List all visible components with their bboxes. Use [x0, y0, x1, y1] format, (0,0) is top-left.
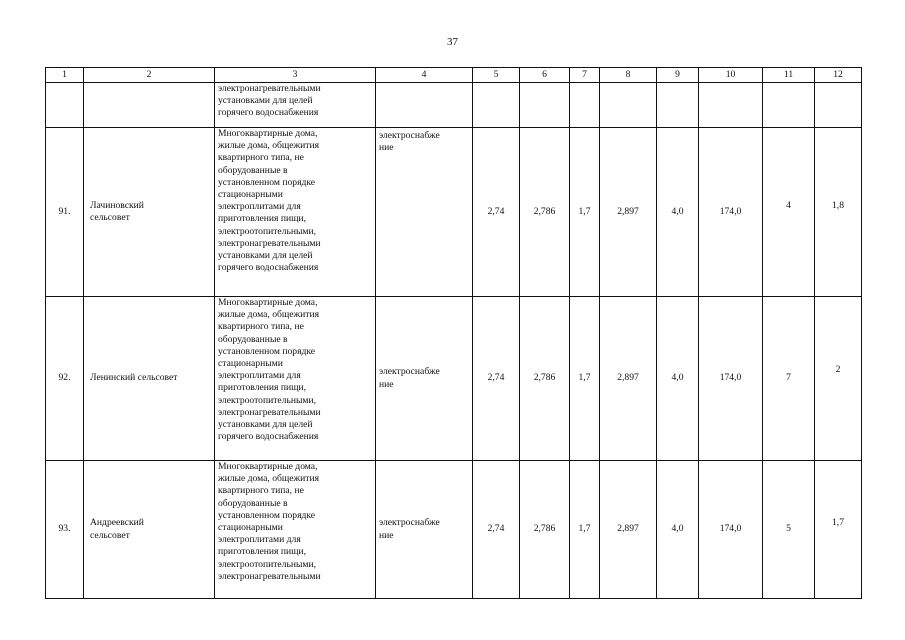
cell-name-text: Ленинский сельсовет	[90, 372, 178, 384]
cell-col11	[763, 128, 815, 297]
table-row	[46, 297, 862, 461]
cell-empty	[763, 83, 815, 128]
header-cell: 4	[376, 68, 473, 83]
cell-empty	[520, 83, 570, 128]
cell-col12	[815, 461, 862, 599]
cell-col10: 174,0	[699, 128, 763, 297]
cell-col8: 2,897	[600, 128, 657, 297]
table-row-continuation	[46, 83, 862, 128]
header-cell: 7	[570, 68, 600, 83]
cell-description: Многоквартирные дома, жилые дома, общежития квартирного типа, не оборудованные в установленном порядке стационарными электроплитами для приготовления пищи, электроотопительными, электронагревательными	[215, 461, 376, 599]
cell-number: 91.	[46, 128, 84, 297]
cell-number: 93.	[46, 461, 84, 599]
cell-empty	[473, 83, 520, 128]
cell-name	[84, 297, 215, 461]
cell-col8: 2,897	[600, 461, 657, 599]
cell-col7: 1,7	[570, 297, 600, 461]
header-cell: 10	[699, 68, 763, 83]
header-cell: 2	[84, 68, 215, 83]
cell-empty	[657, 83, 699, 128]
cell-name	[84, 128, 215, 297]
cell-description: Многоквартирные дома, жилые дома, общежития квартирного типа, не оборудованные в установленном порядке стационарными электроплитами для приготовления пищи, электроотопительными, электронагревательными установками для целей горячего водоснабжения	[215, 128, 376, 297]
cell-col10: 174,0	[699, 461, 763, 599]
cell-col5: 2,74	[473, 461, 520, 599]
cell-col12-text: 1,8	[832, 199, 844, 211]
cell-col8: 2,897	[600, 297, 657, 461]
header-cell: 1	[46, 68, 84, 83]
page-number: 37	[447, 36, 458, 48]
table-row	[46, 461, 862, 599]
cell-empty	[376, 83, 473, 128]
cell-empty	[600, 83, 657, 128]
cell-col6: 2,786	[520, 297, 570, 461]
cell-empty	[570, 83, 600, 128]
cell-col12	[815, 128, 862, 297]
header-cell: 5	[473, 68, 520, 83]
cell-col5: 2,74	[473, 297, 520, 461]
tariff-table	[45, 67, 862, 599]
table-row	[46, 128, 862, 297]
cell-col10: 174,0	[699, 297, 763, 461]
cell-col12-text: 1,7	[832, 517, 844, 529]
cell-col7: 1,7	[570, 128, 600, 297]
header-cell: 9	[657, 68, 699, 83]
cell-col5: 2,74	[473, 128, 520, 297]
cell-col9: 4,0	[657, 461, 699, 599]
cell-col11-text: 4	[786, 199, 791, 211]
cell-resource: электроснабже ние	[376, 297, 473, 461]
cell-empty	[699, 83, 763, 128]
cell-name-text: Лачиновский сельсовет	[90, 199, 144, 223]
cell-name	[84, 461, 215, 599]
header-row	[46, 68, 862, 83]
header-cell: 11	[763, 68, 815, 83]
cell-col7: 1,7	[570, 461, 600, 599]
cell-col9: 4,0	[657, 128, 699, 297]
header-cell: 6	[520, 68, 570, 83]
cell-col11: 5	[763, 461, 815, 599]
cell-resource: электроснабже ние	[376, 461, 473, 599]
cell-name-text: Андреевский сельсовет	[90, 517, 144, 541]
cell-empty	[84, 83, 215, 128]
cell-description: Многоквартирные дома, жилые дома, общежития квартирного типа, не оборудованные в установленном порядке стационарными электроплитами для приготовления пищи, электроотопительными, электронагревательными установками для целей горячего водоснабжения	[215, 297, 376, 461]
header-cell: 8	[600, 68, 657, 83]
cell-col9: 4,0	[657, 297, 699, 461]
cell-empty	[815, 83, 862, 128]
cell-col12-text: 2	[835, 364, 841, 376]
cell-col11: 7	[763, 297, 815, 461]
header-cell: 12	[815, 68, 862, 83]
cell-col6: 2,786	[520, 461, 570, 599]
cell-col12	[815, 297, 862, 461]
cell-number: 92.	[46, 297, 84, 461]
header-cell: 3	[215, 68, 376, 83]
cell-empty	[46, 83, 84, 128]
cell-col6: 2,786	[520, 128, 570, 297]
cell-resource: электроснабже ние	[376, 128, 473, 297]
cell-description: электронагревательными установками для целей горячего водоснабжения	[215, 83, 376, 128]
